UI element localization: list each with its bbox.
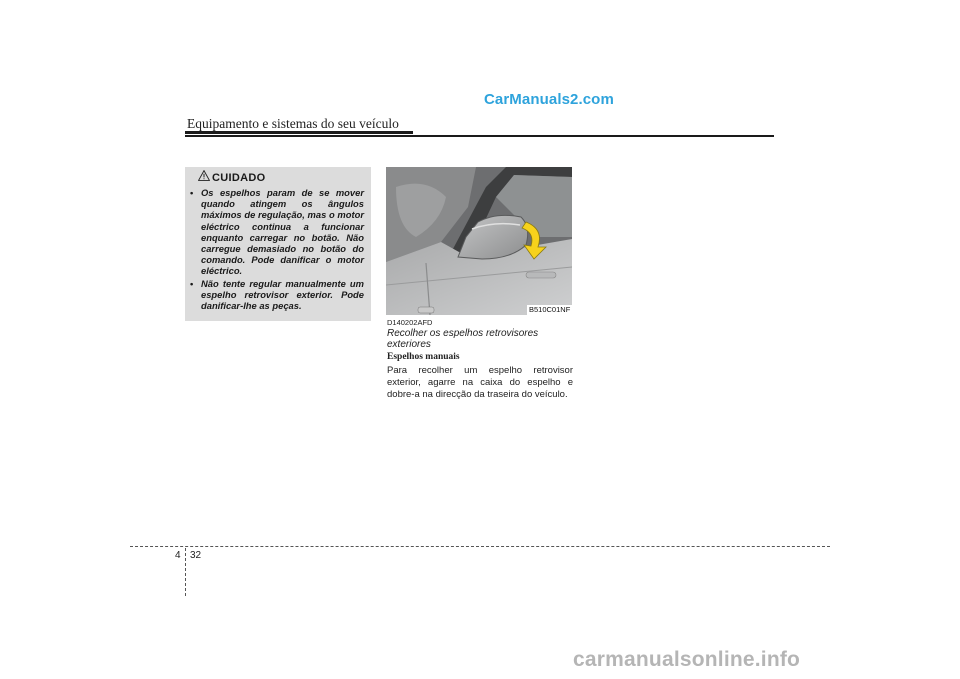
page-number: 32	[190, 550, 202, 561]
mirror-photo	[386, 167, 572, 315]
header-rule	[185, 135, 774, 137]
footer-dashed-rule	[130, 546, 830, 547]
figure-code-label: B510C01NF	[529, 305, 571, 314]
warning-triangle-icon	[198, 170, 210, 181]
section-subtitle: Espelhos manuais	[387, 352, 460, 362]
caution-list	[190, 187, 364, 312]
caution-item: • Não tente regular manualmente um espelho retrovisor exterior. Pode danificar-lhe as peças.	[190, 278, 364, 312]
watermark-carmanuals2: CarManuals2.com	[484, 91, 614, 108]
section-title: Recolher os espelhos retrovisores exteriores	[387, 328, 539, 350]
page-header-title: Equipamento e sistemas do seu veículo	[187, 116, 399, 131]
section-code: D140202AFD	[387, 318, 433, 327]
section-body-text: Para recolher um espelho retrovisor exterior, agarre na caixa do espelho e dobre-a na direcção da traseira do veículo.	[387, 365, 573, 400]
footer-vertical-rule	[185, 548, 186, 596]
watermark-carmanualsonline: carmanualsonline.info	[573, 648, 801, 671]
caution-title: CUIDADO	[212, 172, 266, 184]
header-title-underline	[185, 131, 413, 134]
caution-item: • Os espelhos param de se mover quando atingem os ângulos máximos de regulação, mas o motor eléctrico continua a funcionar enquanto carregar no botão. Não carregue demasiado no botão do comando. Pode danificar o motor eléctrico.	[190, 187, 364, 277]
chapter-number: 4	[175, 550, 181, 561]
